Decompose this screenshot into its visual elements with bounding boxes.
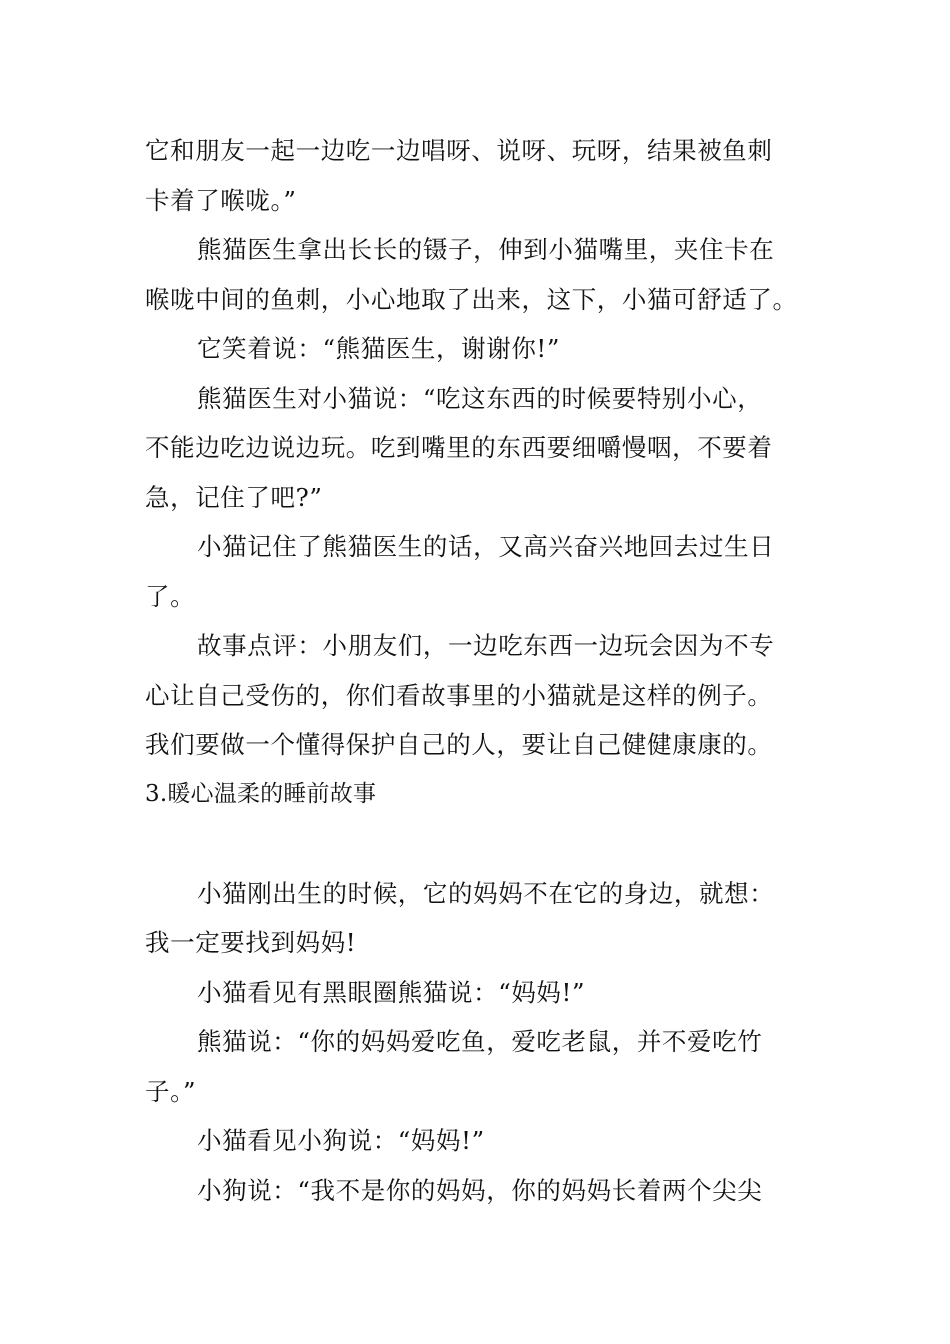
text-line: 了。 — [145, 581, 196, 611]
text-line: 心让自己受伤的，你们看故事里的小猫就是这样的例子。 — [145, 680, 773, 710]
text-line: 我一定要找到妈妈! — [145, 928, 357, 957]
text-line: 熊猫医生拿出长长的镊子，伸到小猫嘴里，夹住卡在 — [197, 235, 775, 264]
text-line: 我们要做一个懂得保护自己的人，要让自己健健康康的。 — [145, 730, 773, 759]
text-line: 急，记住了吧?” — [145, 482, 323, 512]
text-line: 卡着了喉咙。” — [145, 185, 297, 215]
text-line: 故事点评：小朋友们，一边吃东西一边玩会因为不专 — [197, 631, 775, 660]
text-line: 小猫看见小狗说：“妈妈!” — [197, 1126, 485, 1155]
text-line: 子。” — [145, 1076, 197, 1106]
text-line: 熊猫说：“你的妈妈爱吃鱼，爱吃老鼠，并不爱吃竹 — [197, 1027, 763, 1056]
text-line: 它和朋友一起一边吃一边唱呀、说呀、玩呀，结果被鱼刺 — [145, 136, 773, 165]
text-line: 熊猫医生对小猫说：“吃这东西的时候要特别小心， — [197, 383, 763, 413]
text-line: 它笑着说：“熊猫医生，谢谢你!” — [197, 334, 560, 363]
text-line: 不能边吃边说边玩。吃到嘴里的东西要细嚼慢咽，不要着 — [145, 433, 773, 462]
text-line: 小猫刚出生的时候，它的妈妈不在它的身边，就想： — [197, 878, 775, 908]
text-line: 小猫看见有黑眼圈熊猫说：“妈妈!” — [197, 977, 586, 1007]
text-line: 喉咙中间的鱼刺，小心地取了出来，这下，小猫可舒适了。 — [145, 284, 798, 314]
section-heading: 3.暖心温柔的睡前故事 — [145, 780, 377, 807]
text-line: 小狗说：“我不是你的妈妈，你的妈妈长着两个尖尖 — [197, 1175, 763, 1205]
document-body — [145, 126, 810, 1215]
blank-line — [145, 819, 810, 869]
text-line: 小猫记住了熊猫医生的话，又高兴奋兴地回去过生日 — [197, 532, 775, 561]
